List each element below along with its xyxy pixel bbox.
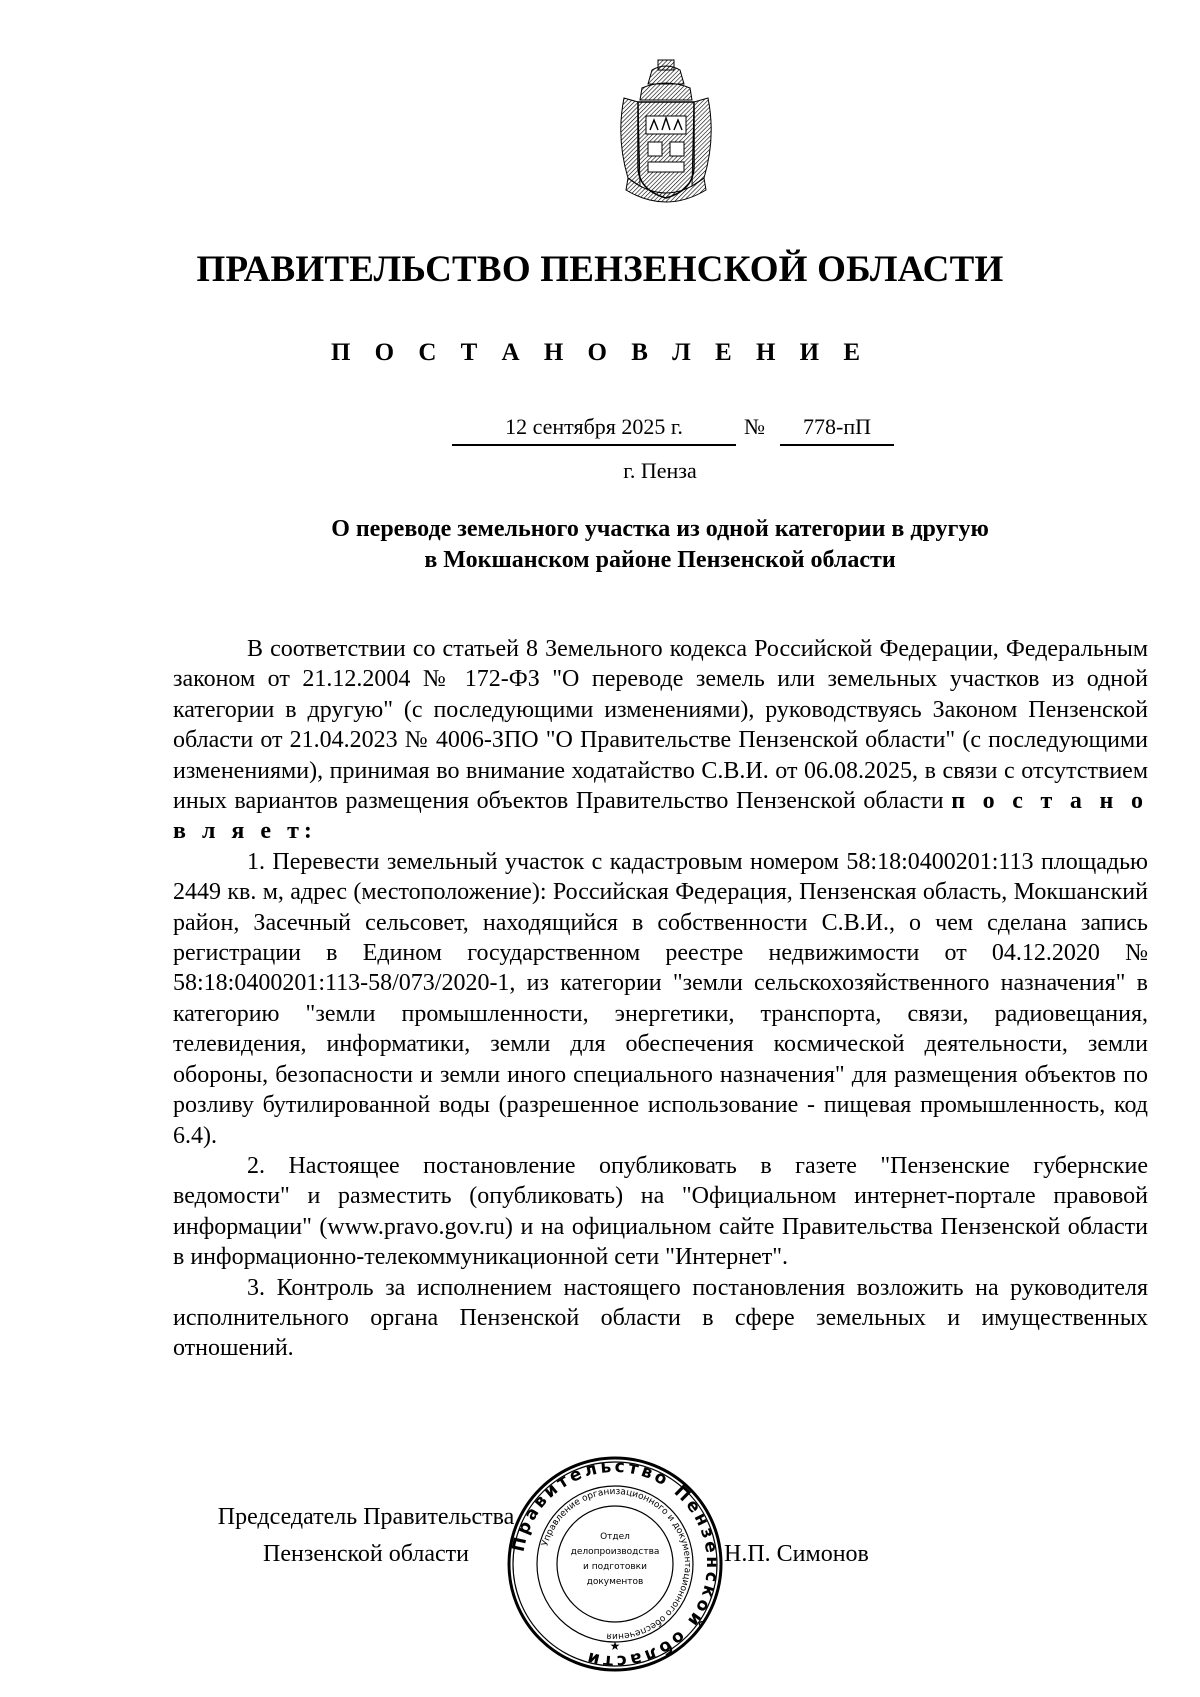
official-stamp (505, 1454, 725, 1674)
coat-of-arms-emblem (614, 58, 718, 208)
stamp-center-line-3: и подготовки (583, 1562, 647, 1572)
document-heading (0, 514, 1200, 576)
number-sign: № (744, 414, 765, 439)
stamp-star-icon: ★ (609, 1639, 621, 1653)
signatory-position (186, 1499, 546, 1573)
stamp-center-line-2: делопроизводства (570, 1547, 660, 1557)
decree-word: п о с т а н о в л я е т: (173, 788, 1148, 845)
heading-line-2: в Мокшанском районе Пензенской области (424, 547, 896, 573)
item-2-paragraph: 2. Настоящее постановление опубликовать в газете "Пензенские губернские ведомости" и разместить (опубликовать) на "Официальном интернет-портале правовой информации" (www.pravo.gov.ru) и на официальном сайте Правительства Пензенской области в информационно-телекоммуникационной сети "Интернет". (173, 1152, 1148, 1271)
organization-title: ПРАВИТЕЛЬСТВО ПЕНЗЕНСКОЙ ОБЛАСТИ (196, 249, 1004, 290)
signatory-name: Н.П. Симонов (724, 1541, 869, 1567)
signatory-position-line-2: Пензенской области (263, 1541, 469, 1567)
signatory-position-line-1: Председатель Правительства (217, 1504, 515, 1530)
document-number: 778-пП (780, 414, 894, 446)
preamble-text: В соответствии со статьей 8 Земельного кодекса Российской Федерации, Федеральным законом от 21.12.2004 № 172-ФЗ "О переводе земель или земельных участков из одной категории в другую" (с последующими изменениями), руководствуясь Законом Пензенской области от 21.04.2023 № 4006-ЗПО "О Правительстве Пензенской области" (с последующими изменениями), принимая во внимание ходатайство С.В.И. от 06.08.2025, в связи с отсутствием иных вариантов размещения объектов Правительство Пензенской области (173, 636, 1148, 815)
item-1-paragraph: 1. Перевести земельный участок с кадастровым номером 58:18:0400201:113 площадью 2449 кв. м, адрес (местоположение): Российская Федерация, Пензенская область, Мокшанский район, Засечный сельсовет, находящийся в собственности С.В.И., о чем сделана запись регистрации в Едином государственном реестре недвижимости от 04.12.2020 № 58:18:0400201:113-58/073/2020-1, из категории "земли сельскохозяйственного назначения" в категорию "земли промышленности, энергетики, транспорта, связи, радиовещания, телевидения, информатики, земли для обеспечения космической деятельности, земли обороны, безопасности и земли иного специального назначения" для размещения объектов по розливу бутилированной воды (разрешенное использование - пищевая промышленность, код 6.4). (173, 848, 1148, 1149)
stamp-inner-ring-text: Управление организационного и документационного обеспечения (540, 1486, 693, 1642)
document-date: 12 сентября 2025 г. (452, 414, 736, 446)
stamp-outer-text: Правительство Пензенской области (508, 1456, 723, 1672)
preamble-paragraph (173, 634, 1148, 847)
item-3-paragraph: 3. Контроль за исполнением настоящего постановления возложить на руководителя исполнительного органа Пензенской области в сфере земельных и имущественных отношений. (173, 1274, 1148, 1362)
document-type: П О С Т А Н О В Л Е Н И Е (330, 339, 870, 366)
heading-line-1: О переводе земельного участка из одной категории в другую (331, 516, 989, 542)
stamp-center-line-4: документов (586, 1577, 644, 1587)
document-body (173, 634, 1148, 1364)
document-city: г. Пенза (623, 458, 697, 483)
stamp-center-line-1: Отдел (600, 1532, 630, 1542)
